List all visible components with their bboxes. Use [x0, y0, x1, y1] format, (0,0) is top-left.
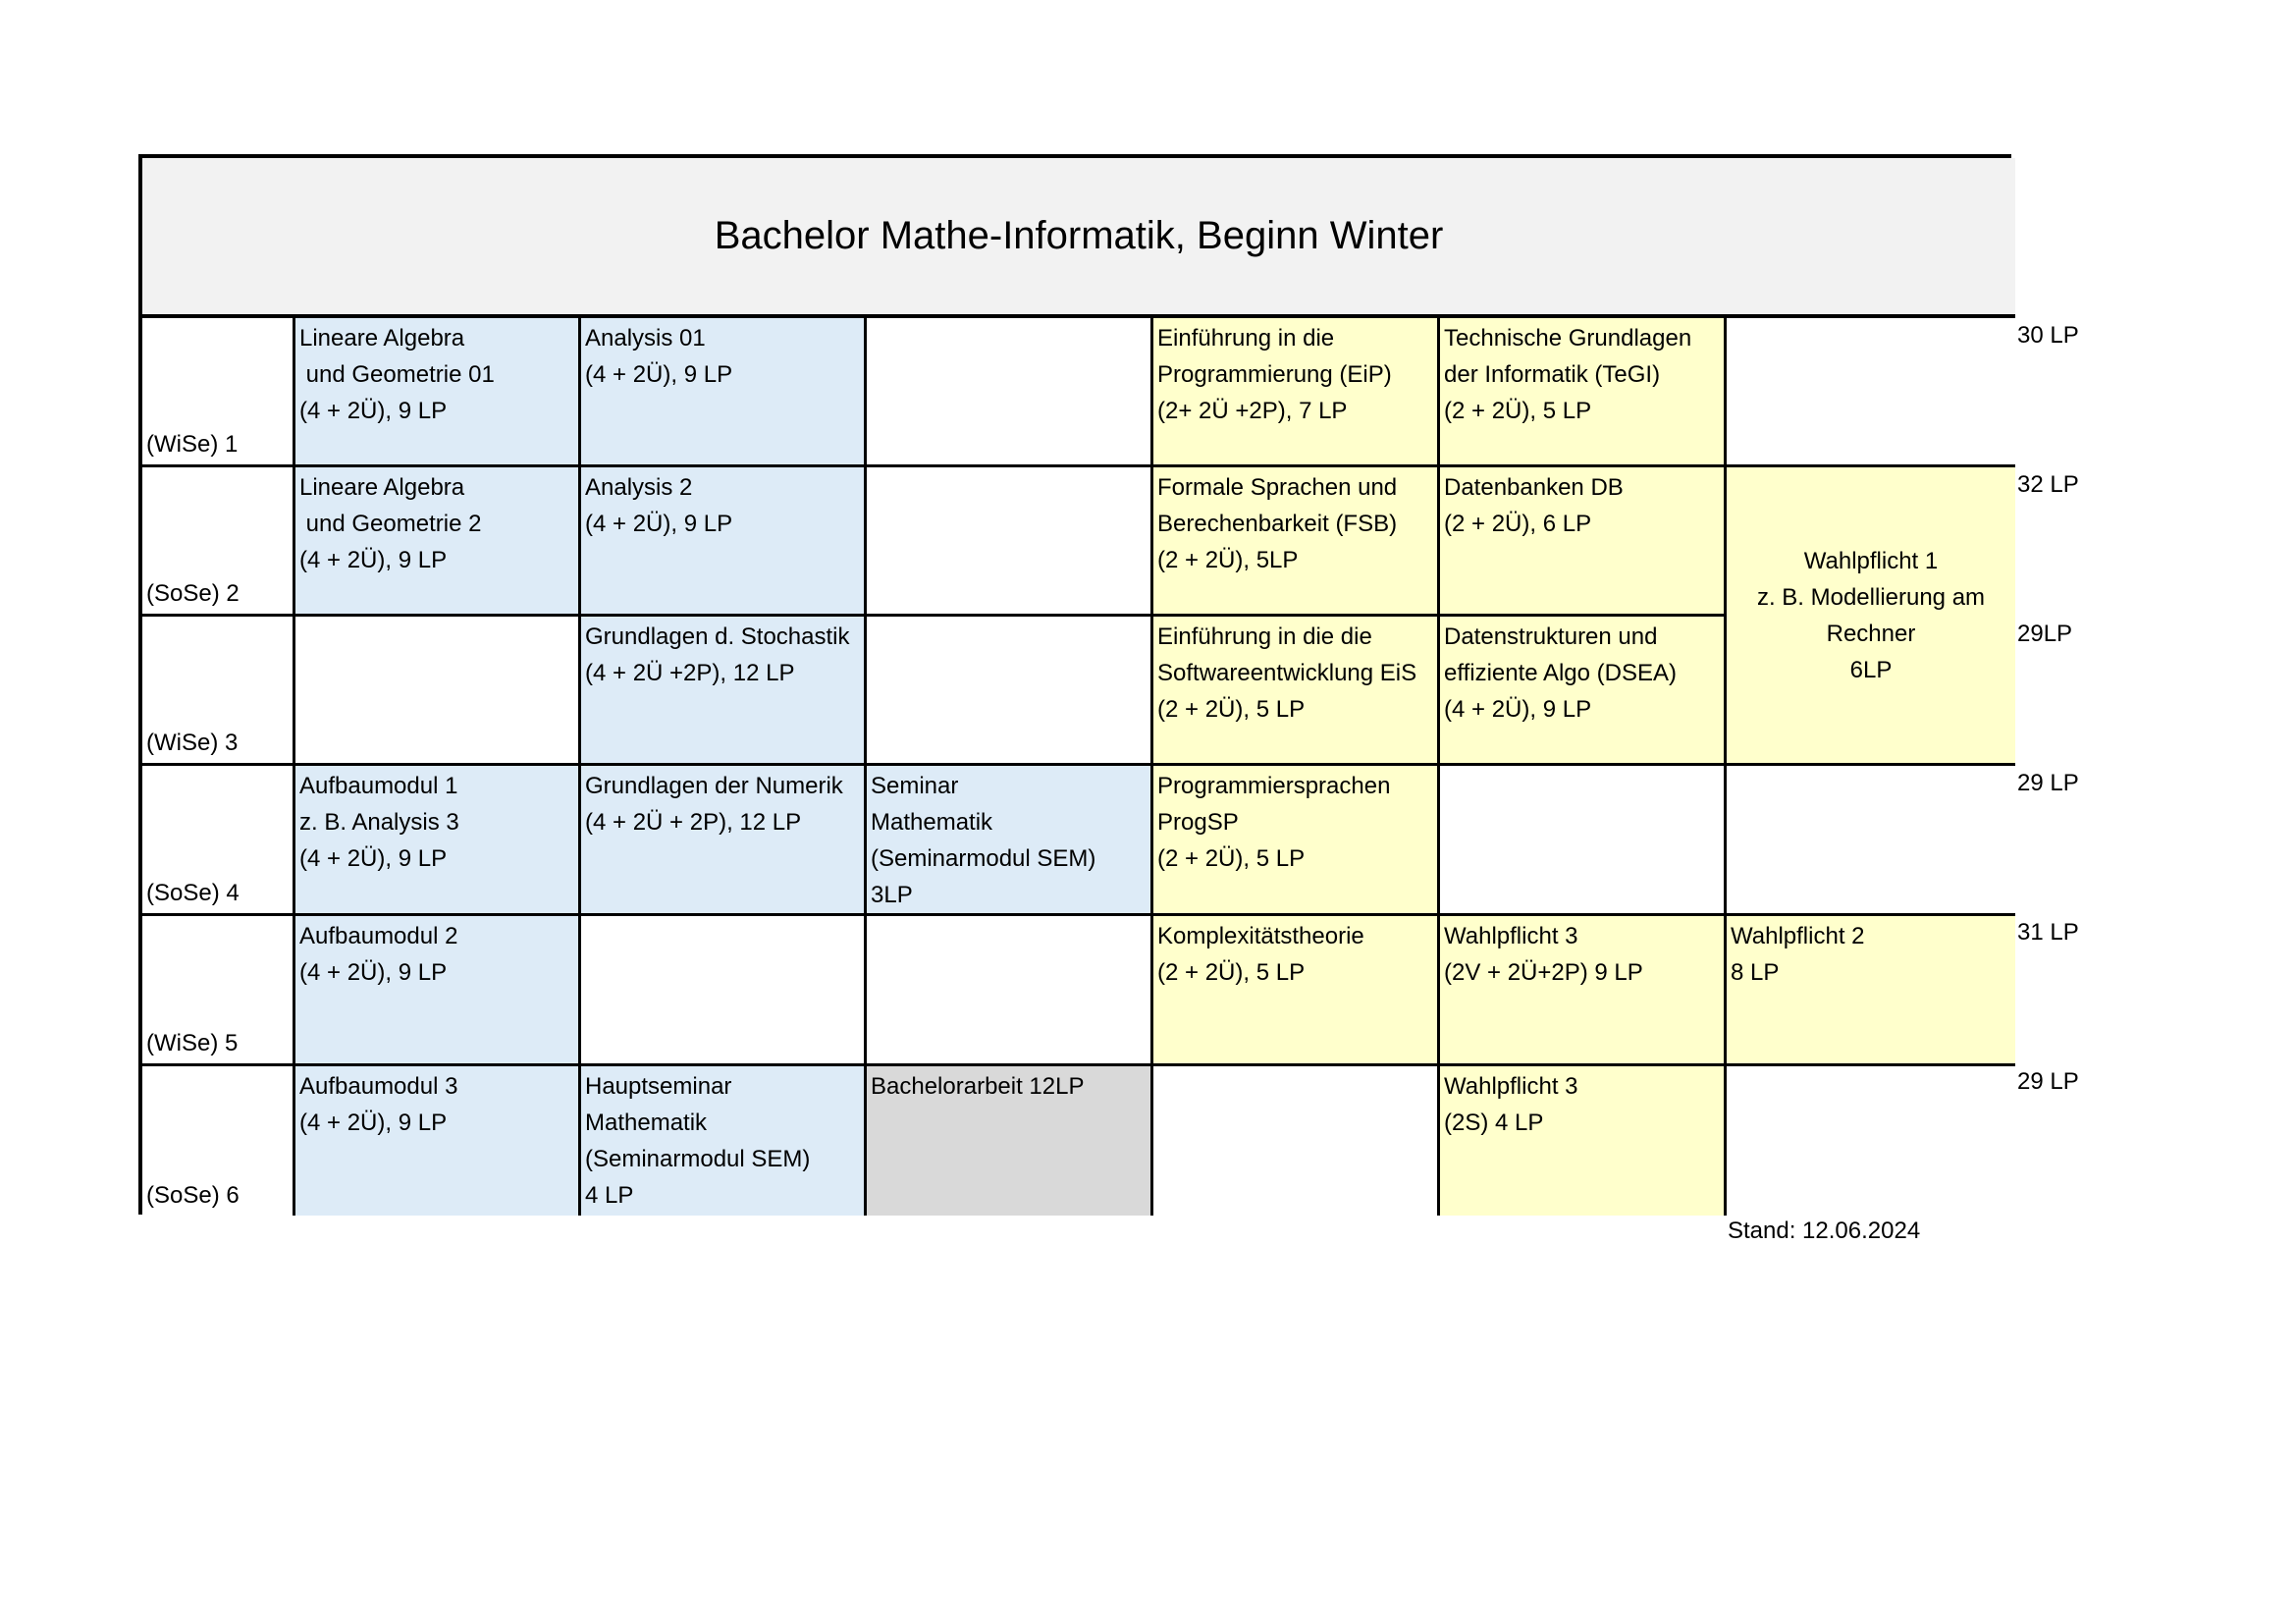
module-cell: Aufbaumodul 2 (4 + 2Ü), 9 LP: [295, 916, 581, 1066]
empty-cell: [1440, 766, 1727, 916]
module-cell: Datenbanken DB (2 + 2Ü), 6 LP: [1440, 467, 1727, 617]
module-cell-wahlpflicht-1: Wahlpflicht 1 z. B. Modellierung am Rechner 6LP: [1727, 467, 2015, 766]
module-cell: Seminar Mathematik (Seminarmodul SEM) 3LP: [867, 766, 1153, 916]
module-cell: Aufbaumodul 3 (4 + 2Ü), 9 LP: [295, 1066, 581, 1216]
empty-cell: [295, 617, 581, 766]
semester-label: (WiSe) 3: [142, 617, 295, 766]
module-cell: Komplexitätstheorie (2 + 2Ü), 5 LP: [1153, 916, 1440, 1066]
lp-total: 29LP: [2017, 621, 2073, 647]
semester-label: (WiSe) 1: [142, 318, 295, 467]
module-cell: Lineare Algebra und Geometrie 01 (4 + 2Ü), 9 LP: [295, 318, 581, 467]
module-cell: Lineare Algebra und Geometrie 2 (4 + 2Ü), 9 LP: [295, 467, 581, 617]
semester-label: (SoSe) 4: [142, 766, 295, 916]
empty-cell: [867, 467, 1153, 617]
empty-cell: [1153, 1066, 1440, 1216]
module-cell: Hauptseminar Mathematik (Seminarmodul SEM) 4 LP: [581, 1066, 867, 1216]
lp-total: 29 LP: [2017, 770, 2079, 796]
semester-label: (SoSe) 6: [142, 1066, 295, 1216]
module-cell: Einführung in die die Softwareentwicklung EiS (2 + 2Ü), 5 LP: [1153, 617, 1440, 766]
stand-date: Stand: 12.06.2024: [1728, 1218, 1921, 1244]
module-cell-thesis: Bachelorarbeit 12LP: [867, 1066, 1153, 1216]
module-cell: Wahlpflicht 2 8 LP: [1727, 916, 2015, 1066]
module-cell: Grundlagen d. Stochastik (4 + 2Ü +2P), 12 LP: [581, 617, 867, 766]
module-cell: Formale Sprachen und Berechenbarkeit (FSB) (2 + 2Ü), 5LP: [1153, 467, 1440, 617]
module-cell: Analysis 01 (4 + 2Ü), 9 LP: [581, 318, 867, 467]
module-cell: Datenstrukturen und effiziente Algo (DSEA) (4 + 2Ü), 9 LP: [1440, 617, 1727, 766]
semester-label: (WiSe) 5: [142, 916, 295, 1066]
empty-cell: [867, 617, 1153, 766]
module-cell: Programmiersprachen ProgSP (2 + 2Ü), 5 LP: [1153, 766, 1440, 916]
module-cell: Einführung in die Programmierung (EiP) (2+ 2Ü +2P), 7 LP: [1153, 318, 1440, 467]
empty-cell: [1727, 766, 2015, 916]
page-title: Bachelor Mathe-Informatik, Beginn Winter: [142, 158, 2015, 318]
module-cell: Aufbaumodul 1 z. B. Analysis 3 (4 + 2Ü), 9 LP: [295, 766, 581, 916]
empty-cell: [1727, 1066, 2015, 1216]
module-cell: Technische Grundlagen der Informatik (TeGI) (2 + 2Ü), 5 LP: [1440, 318, 1727, 467]
module-cell: Grundlagen der Numerik (4 + 2Ü + 2P), 12 LP: [581, 766, 867, 916]
empty-cell: [1727, 318, 2015, 467]
lp-total: 30 LP: [2017, 322, 2079, 349]
lp-total: 29 LP: [2017, 1068, 2079, 1095]
lp-total: 31 LP: [2017, 919, 2079, 946]
module-cell: Wahlpflicht 3 (2V + 2Ü+2P) 9 LP: [1440, 916, 1727, 1066]
module-cell: Wahlpflicht 3 (2S) 4 LP: [1440, 1066, 1727, 1216]
module-cell: Analysis 2 (4 + 2Ü), 9 LP: [581, 467, 867, 617]
empty-cell: [867, 318, 1153, 467]
empty-cell: [581, 916, 867, 1066]
empty-cell: [867, 916, 1153, 1066]
study-plan-table: [138, 154, 2011, 1215]
lp-total: 32 LP: [2017, 471, 2079, 498]
semester-label: (SoSe) 2: [142, 467, 295, 617]
